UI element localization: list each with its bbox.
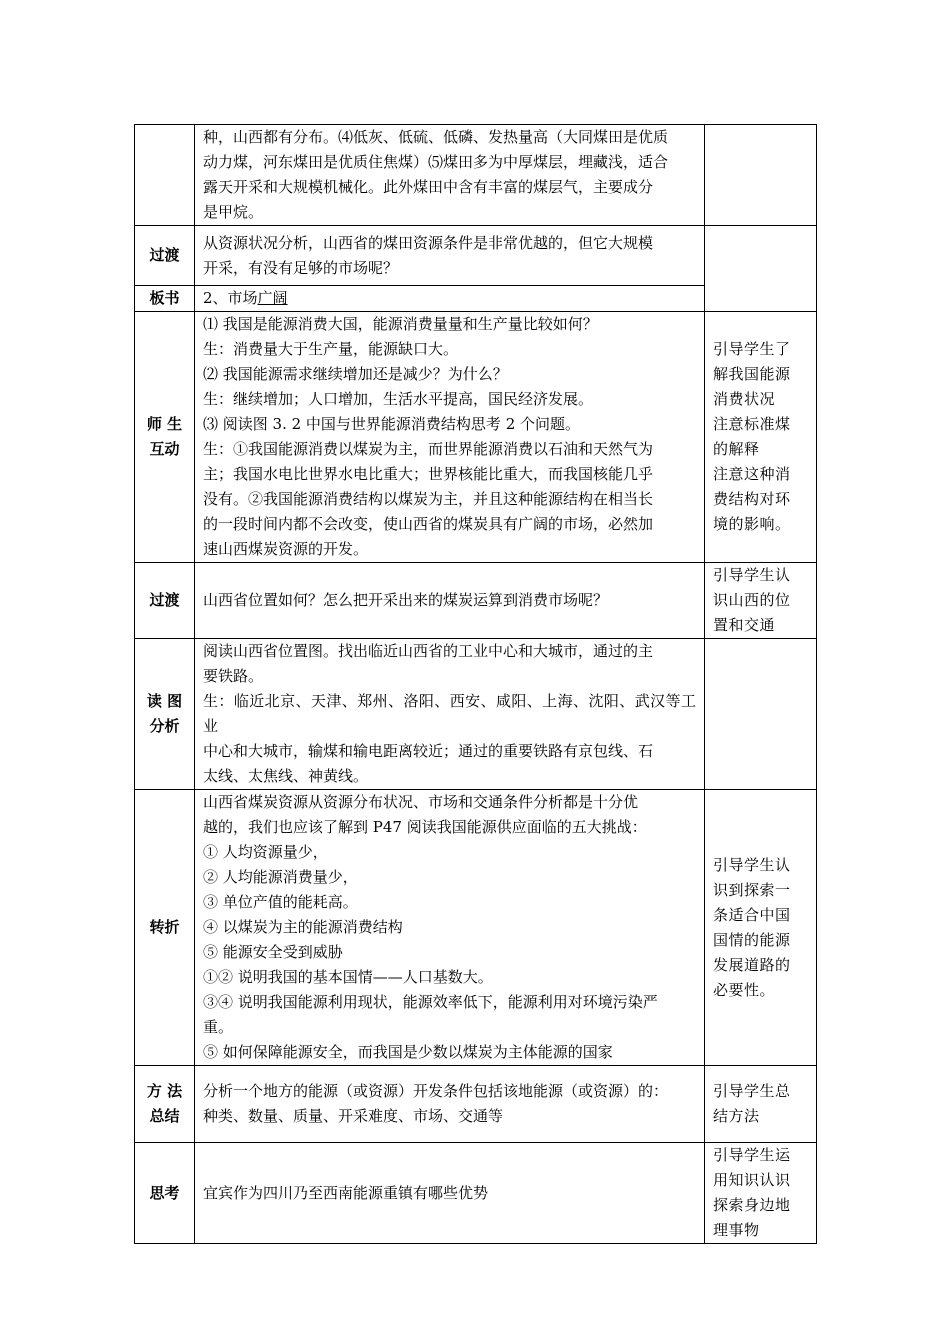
row-content-coal-features: 种，山西都有分布。⑷低灰、低硫、低磷、发热量高（大同煤田是优质 动力煤，河东煤田是优质住焦煤）⑸煤田多为中厚煤层，埋藏浅，适合 露天开采和大规模机械化。此外煤田中含有丰富的煤层气，主要成分 是甲烷。 (195, 125, 705, 226)
row-note-method-summary: 引导学生总 结方法 (705, 1066, 817, 1143)
label-line: 互动 (149, 440, 180, 458)
row-label-interaction (135, 312, 195, 563)
table-row (135, 790, 817, 1066)
label-line: 总结 (149, 1107, 180, 1125)
label-line: 分析 (149, 717, 180, 735)
row-label-map-analysis (135, 639, 195, 790)
lesson-plan-table (134, 124, 817, 1244)
row-label-method-summary (135, 1066, 195, 1143)
table-row (135, 226, 817, 286)
underlined-keyword: 广阔 (257, 289, 288, 307)
table-row (135, 1143, 817, 1244)
table-row (135, 1066, 817, 1143)
row-note-empty (705, 226, 817, 312)
row-note-interaction: 引导学生了 解我国能源 消费状况 注意标准煤 的解释 注意这种消 费结构对环 境的影响。 (705, 312, 817, 563)
row-content-interaction: ⑴ 我国是能源消费大国，能源消费量量和生产量比较如何？ 生：消费量大于生产量，能源缺口大。 ⑵ 我国能源需求继续增加还是减少？为什么？ 生：继续增加；人口增加，生活水平提高，国民经济发展。 ⑶ 阅读图 3. 2 中国与世界能源消费结构思考 2 个问题。 生：①我国能源消费以煤炭为主，而世界能源消费以石油和天然气为 主；我国水电比世界水电比重大；世界核能比重大，而我国核能几乎 没有。②我国能源消费结构以煤炭为主，并且这种能源结构在相当长 的一段时间内都不会改变，使山西省的煤炭具有广阔的市场，必然加 速山西煤炭资源的开发。 (195, 312, 705, 563)
row-label-transition: 过渡 (135, 226, 195, 286)
row-content-method-summary: 分析一个地方的能源（或资源）开发条件包括该地能源（或资源）的： 种类、数量、质量、开采难度、市场、交通等 (195, 1066, 705, 1143)
row-label-turning-point: 转折 (135, 790, 195, 1066)
table-row (135, 312, 817, 563)
row-note-thinking: 引导学生运 用知识认识 探索身边地 理事物 (705, 1143, 817, 1244)
row-label-board: 板书 (135, 286, 195, 312)
row-content-board: 2、市场广阔 (195, 286, 705, 312)
row-content-thinking: 宜宾作为四川乃至西南能源重镇有哪些优势 (195, 1143, 705, 1244)
label-line: 读 图 (146, 692, 183, 710)
table-row (135, 125, 817, 226)
row-content-transition-location: 山西省位置如何？怎么把开采出来的煤炭运算到消费市场呢？ (195, 563, 705, 639)
row-label-thinking: 思考 (135, 1143, 195, 1244)
label-line: 方 法 (146, 1082, 183, 1100)
row-content-turning-point: 山西省煤炭资源从资源分布状况、市场和交通条件分析都是十分优 越的，我们也应该了解到 P47 阅读我国能源供应面临的五大挑战： ① 人均资源量少， ② 人均能源消费量少， ③ 单位产值的能耗高。 ④ 以煤炭为主的能源消费结构 ⑤ 能源安全受到威胁 ①② 说明我国的基本国情——人口基数大。 ③④ 说明我国能源利用现状，能源效率低下，能源利用对环境污染严 重。 ⑤ 如何保障能源安全，而我国是少数以煤炭为主体能源的国家 (195, 790, 705, 1066)
row-note-transition-location: 引导学生认 识山西的位 置和交通 (705, 563, 817, 639)
label-line: 师 生 (146, 415, 183, 433)
table-row (135, 563, 817, 639)
row-content-transition: 从资源状况分析，山西省的煤田资源条件是非常优越的，但它大规模 开采，有没有足够的市场呢？ (195, 226, 705, 286)
table-row (135, 639, 817, 790)
row-note-empty (705, 639, 817, 790)
row-label-transition-location: 过渡 (135, 563, 195, 639)
row-content-map-analysis: 阅读山西省位置图。找出临近山西省的工业中心和大城市，通过的主 要铁路。 生：临近北京、天津、郑州、洛阳、西安、咸阳、上海、沈阳、武汉等工业 中心和大城市，输煤和输电距离较近；通过的重要铁路有京包线、石 太线、太焦线、神黄线。 (195, 639, 705, 790)
row-note-turning-point: 引导学生认 识到探索一 条适合中国 国情的能源 发展道路的 必要性。 (705, 790, 817, 1066)
row-label-empty (135, 125, 195, 226)
row-note-empty (705, 125, 817, 226)
